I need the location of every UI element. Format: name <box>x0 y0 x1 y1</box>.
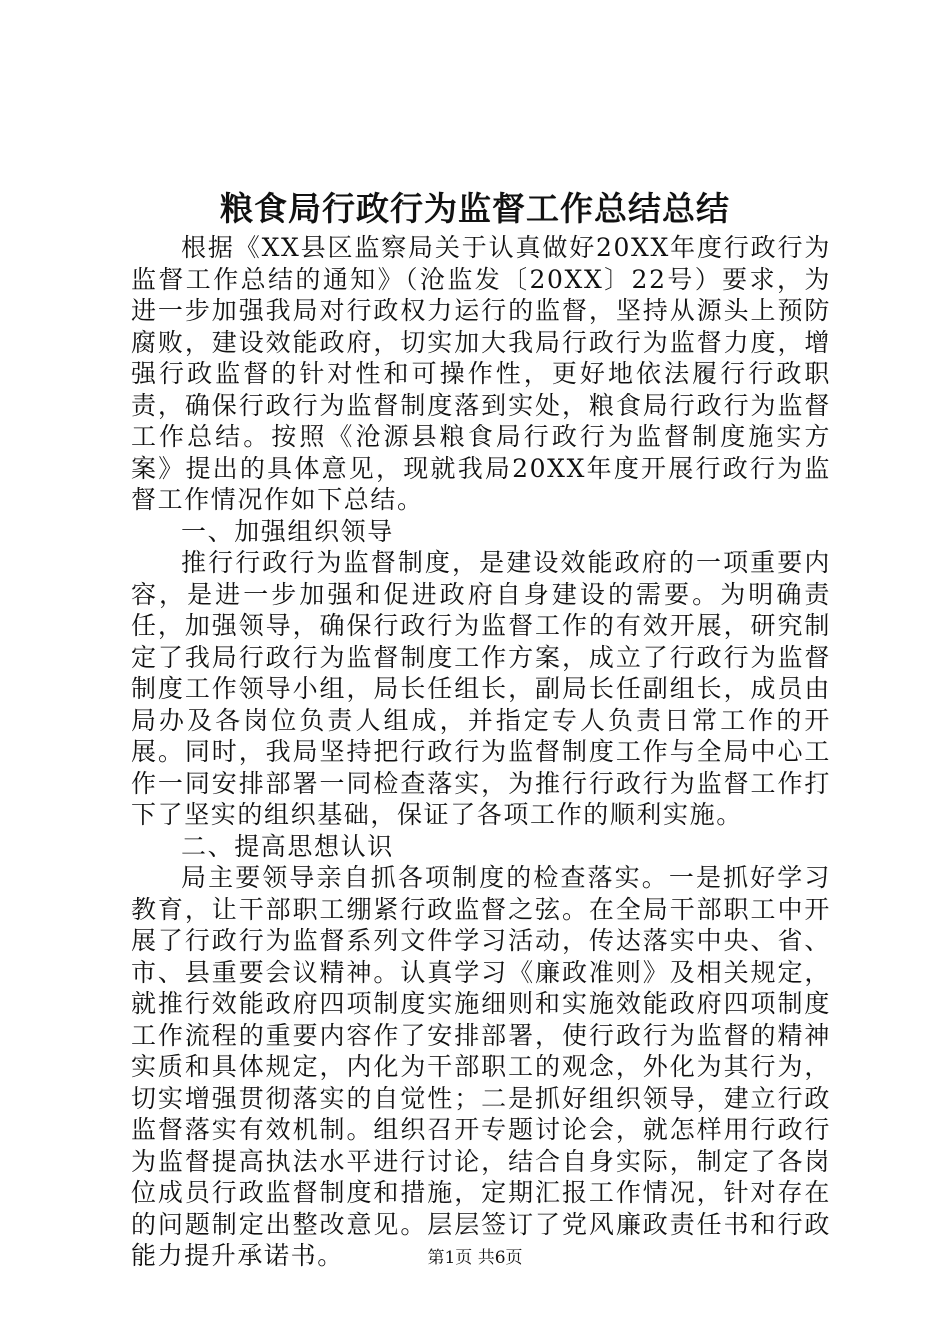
section-heading-2: 二、提高思想认识 <box>181 831 394 861</box>
document-title: 粮食局行政行为监督工作总结总结 <box>220 189 730 228</box>
section-2-paragraph: 局主要领导亲自抓各项制度的检查落实。一是抓好学习教育，让干部职工绷紧行政监督之弦。在全局干部职工中开展了行政行为监督系列文件学习活动，传达落实中央、省、市、县重要会议精神。认真学习《廉政准则》及相关规定，就推行效能政府四项制度实施细则和实施效能政府四项制度工作流程的重要内容作了安排部署，使行政行为监督的精神实质和具体规定，内化为干部职工的观念，外化为其行为，切实增强贯彻落实的自觉性；二是抓好组织领导，建立行政监督落实有效机制。组织召开专题讨论会，就怎样用行政行为监督提高执法水平进行讨论，结合自身实际，制定了各岗位成员行政监督制度和措施，定期汇报工作情况，针对存在的问题制定出整改意见。层层签订了党风廉政责任书和行政能力提升承诺书。 <box>131 863 831 1270</box>
document-body <box>131 232 831 1272</box>
section-heading-1: 一、加强组织领导 <box>181 516 394 546</box>
intro-paragraph: 根据《XX县区监察局关于认真做好20XX年度行政行为监督工作总结的通知》（沧监发〔20XX〕22号）要求，为进一步加强我局对行政权力运行的监督，坚持从源头上预防腐败，建设效能政府，切实加大我局行政行为监督力度，增强行政监督的针对性和可操作性，更好地依法履行行政职责，确保行政行为监督制度落到实处，粮食局行政行为监督工作总结。按照《沧源县粮食局行政行为监督制度施实方案》提出的具体意见，现就我局20XX年度开展行政行为监督工作情况作如下总结。 <box>131 233 831 514</box>
page-number-footer: 第1页 共6页 <box>427 1248 523 1268</box>
section-1-paragraph: 推行行政行为监督制度，是建设效能政府的一项重要内容，是进一步加强和促进政府自身建设的需要。为明确责任，加强领导，确保行政行为监督工作的有效开展，研究制定了我局行政行为监督制度工作方案，成立了行政行为监督制度工作领导小组，局长任组长，副局长任副组长，成员由局办及各岗位负责人组成，并指定专人负责日常工作的开展。同时，我局坚持把行政行为监督制度工作与全局中心工作一同安排部署一同检查落实，为推行行政行为监督工作打下了坚实的组织基础，保证了各项工作的顺利实施。 <box>131 548 831 829</box>
